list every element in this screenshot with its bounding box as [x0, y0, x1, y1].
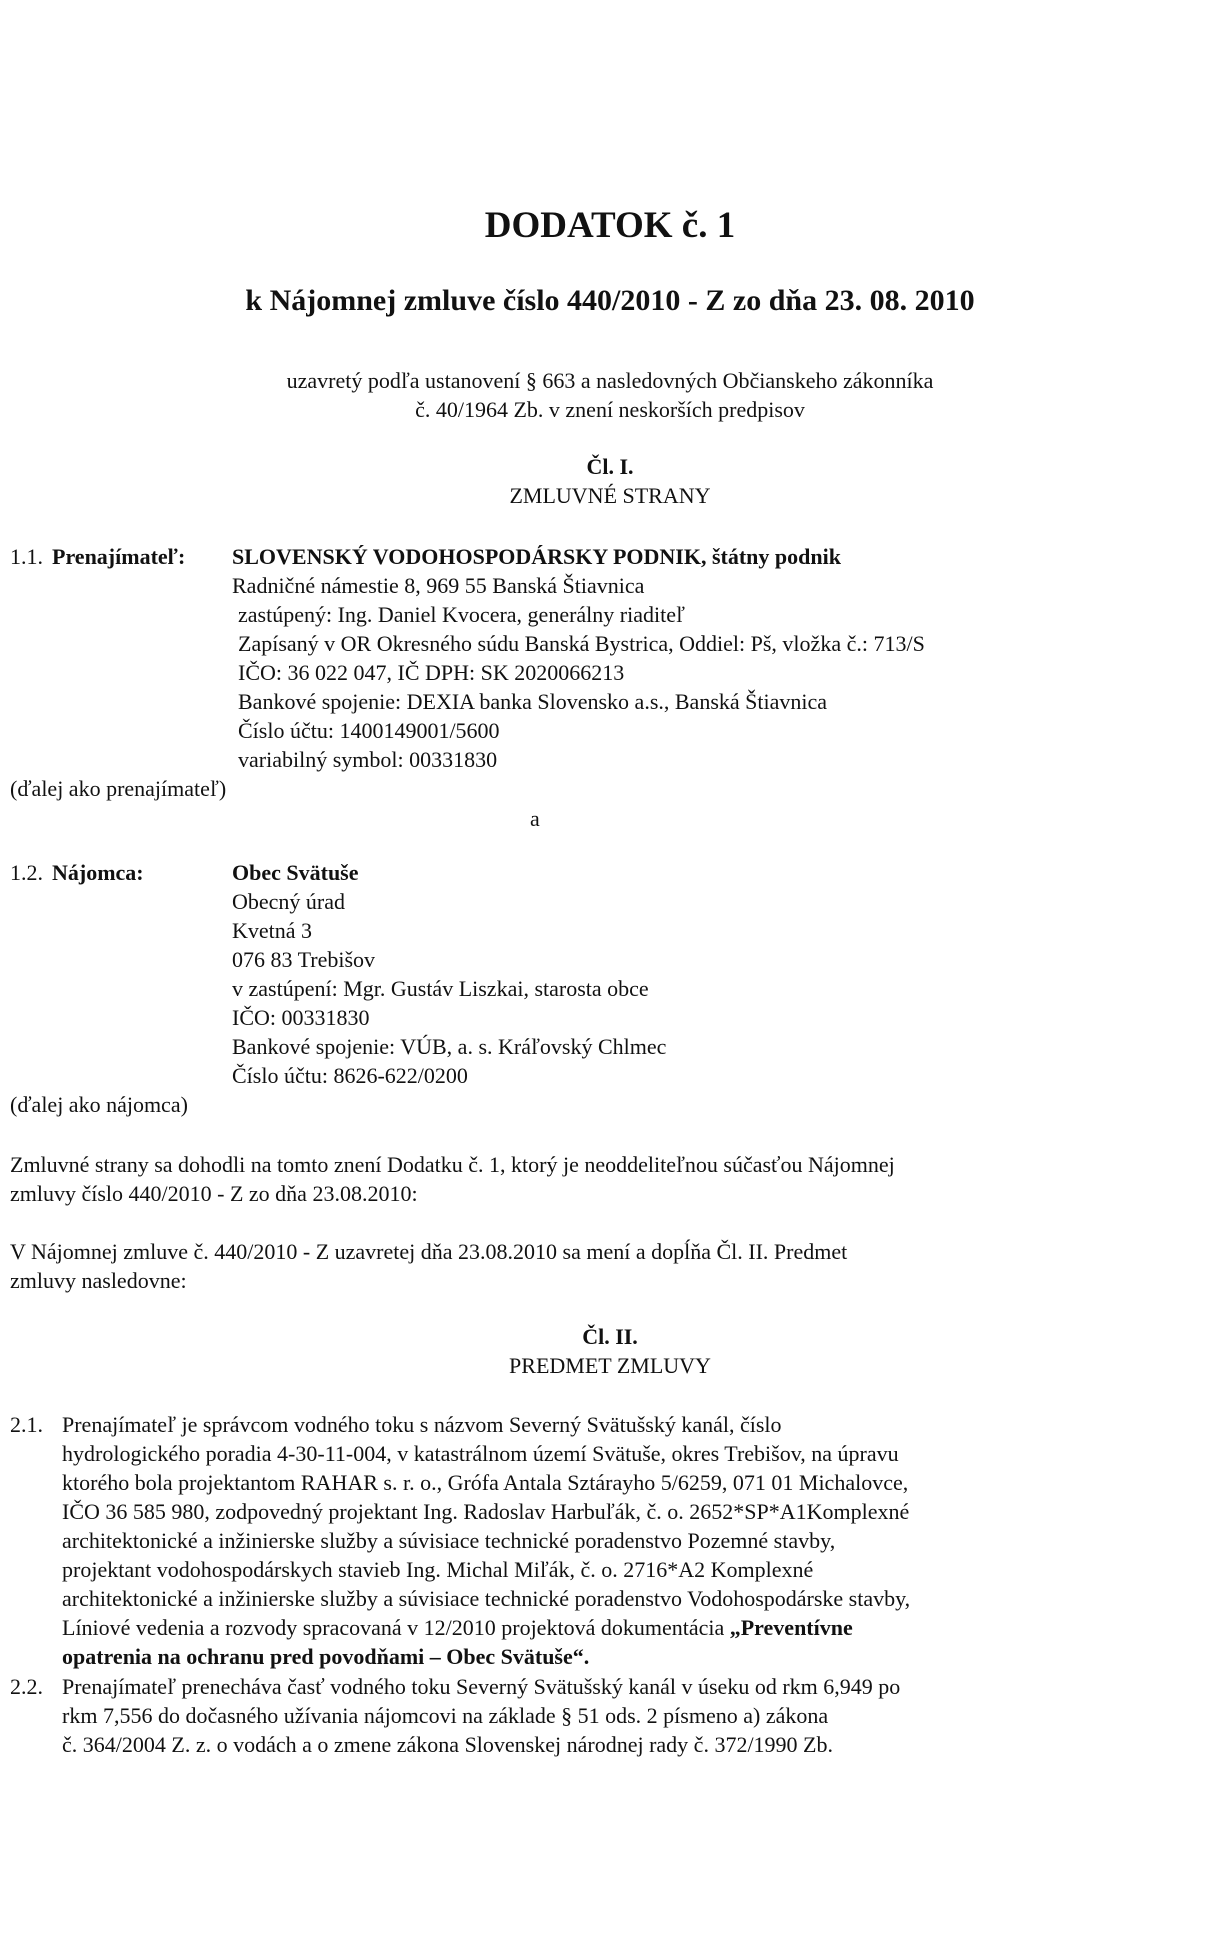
- landlord-bank: Bankové spojenie: DEXIA banka Slovensko a.s., Banská Štiavnica: [238, 689, 828, 714]
- landlord-ico: IČO: 36 022 047, IČ DPH: SK 2020066213: [238, 660, 625, 685]
- clause-2-1-line-8-plain: Líniové vedenia a rozvody spracovaná v 12/2010 projektová dokumentácia: [62, 1615, 730, 1640]
- article-1-heading: ZMLUVNÉ STRANY: [509, 483, 711, 508]
- landlord-label: Prenajímateľ:: [52, 544, 186, 569]
- landlord-account: Číslo účtu: 1400149001/5600: [238, 718, 500, 743]
- conjunction-and: a: [530, 806, 540, 831]
- agreement-line-2: zmluvy číslo 440/2010 - Z zo dňa 23.08.2010:: [10, 1181, 418, 1206]
- article-2-heading: PREDMET ZMLUVY: [509, 1353, 711, 1378]
- document-subtitle: k Nájomnej zmluve číslo 440/2010 - Z zo dňa 23. 08. 2010: [245, 284, 975, 317]
- intro-line-1: uzavretý podľa ustanovení § 663 a nasledovných Občianskeho zákonníka: [286, 368, 934, 393]
- clause-2-2-line-2: rkm 7,556 do dočasného užívania nájomcovi na základe § 51 ods. 2 písmeno a) zákona: [62, 1703, 829, 1728]
- document-title: DODATOK č. 1: [484, 205, 736, 246]
- tenant-account: Číslo účtu: 8626-622/0200: [232, 1063, 468, 1088]
- clause-2-2-line-1: Prenajímateľ prenecháva časť vodného toku Severný Svätušský kanál v úseku od rkm 6,949 po: [62, 1674, 901, 1699]
- clause-2-1-line-6: projektant vodohospodárskych stavieb Ing. Michal Miľák, č. o. 2716*A2 Komplexné: [62, 1557, 814, 1582]
- article-1-number: Čl. I.: [586, 454, 634, 479]
- intro-line-2: č. 40/1964 Zb. v znení neskorších predpisov: [415, 397, 805, 422]
- clause-2-1-line-1: Prenajímateľ je správcom vodného toku s názvom Severný Svätušský kanál, číslo: [62, 1412, 782, 1437]
- tenant-name: Obec Svätuše: [232, 860, 359, 885]
- clause-2-1-line-5: architektonické a inžinierske služby a súvisiace technické poradenstvo Pozemné stavby,: [62, 1528, 836, 1553]
- clause-2-1-line-4: IČO 36 585 980, zodpovedný projektant Ing. Radoslav Harbuľák, č. o. 2652*SP*A1Komplexné: [62, 1499, 910, 1524]
- tenant-ico: IČO: 00331830: [232, 1005, 370, 1030]
- tenant-city: 076 83 Trebišov: [232, 947, 376, 972]
- landlord-variable-symbol: variabilný symbol: 00331830: [238, 747, 498, 772]
- clause-2-2-line-3: č. 364/2004 Z. z. o vodách a o zmene zákona Slovenskej národnej rady č. 372/1990 Zb.: [62, 1732, 833, 1757]
- article-2-number: Čl. II.: [582, 1324, 638, 1349]
- clause-2-1-line-2: hydrologického poradia 4-30-11-004, v katastrálnom území Svätuše, okres Trebišov, na úpravu: [62, 1441, 899, 1466]
- tenant-label: Nájomca:: [52, 860, 144, 885]
- landlord-alias: (ďalej ako prenajímateľ): [10, 776, 227, 801]
- change-line-2: zmluvy nasledovne:: [10, 1268, 187, 1293]
- clause-2-1-project-title-start: „Preventívne: [729, 1615, 853, 1640]
- landlord-name: SLOVENSKÝ VODOHOSPODÁRSKY PODNIK, štátny podnik: [232, 544, 841, 569]
- clause-2-1-project-title-end: opatrenia na ochranu pred povodňami – Obec Svätuše“.: [62, 1644, 590, 1669]
- tenant-number: 1.2.: [10, 860, 43, 885]
- tenant-alias: (ďalej ako nájomca): [10, 1092, 188, 1117]
- clause-2-1-line-8: [62, 1613, 853, 1642]
- change-line-1: V Nájomnej zmluve č. 440/2010 - Z uzavretej dňa 23.08.2010 sa mení a dopĺňa Čl. II. Predmet: [10, 1239, 848, 1264]
- landlord-register: Zapísaný v OR Okresného súdu Banská Bystrica, Oddiel: Pš, vložka č.: 713/S: [238, 631, 925, 656]
- tenant-bank: Bankové spojenie: VÚB, a. s. Kráľovský Chlmec: [232, 1034, 667, 1059]
- agreement-line-1: Zmluvné strany sa dohodli na tomto znení Dodatku č. 1, ktorý je neoddeliteľnou súčasťou Nájomnej: [10, 1152, 895, 1177]
- tenant-street: Kvetná 3: [232, 918, 313, 943]
- clause-2-2-number: 2.2.: [10, 1674, 43, 1699]
- clause-2-1-number: 2.1.: [10, 1412, 43, 1437]
- landlord-number: 1.1.: [10, 544, 43, 569]
- landlord-address: Radničné námestie 8, 969 55 Banská Štiavnica: [232, 573, 645, 598]
- clause-2-1-line-7: architektonické a inžinierske služby a súvisiace technické poradenstvo Vodohospodárske stavby,: [62, 1586, 911, 1611]
- landlord-representative: zastúpený: Ing. Daniel Kvocera, generálny riaditeľ: [238, 602, 685, 627]
- clause-2-1-line-3: ktorého bola projektantom RAHAR s. r. o., Grófa Antala Sztárayho 5/6259, 071 01 Michalovce,: [62, 1470, 909, 1495]
- tenant-representative: v zastúpení: Mgr. Gustáv Liszkai, starosta obce: [232, 976, 649, 1001]
- tenant-office: Obecný úrad: [232, 889, 346, 914]
